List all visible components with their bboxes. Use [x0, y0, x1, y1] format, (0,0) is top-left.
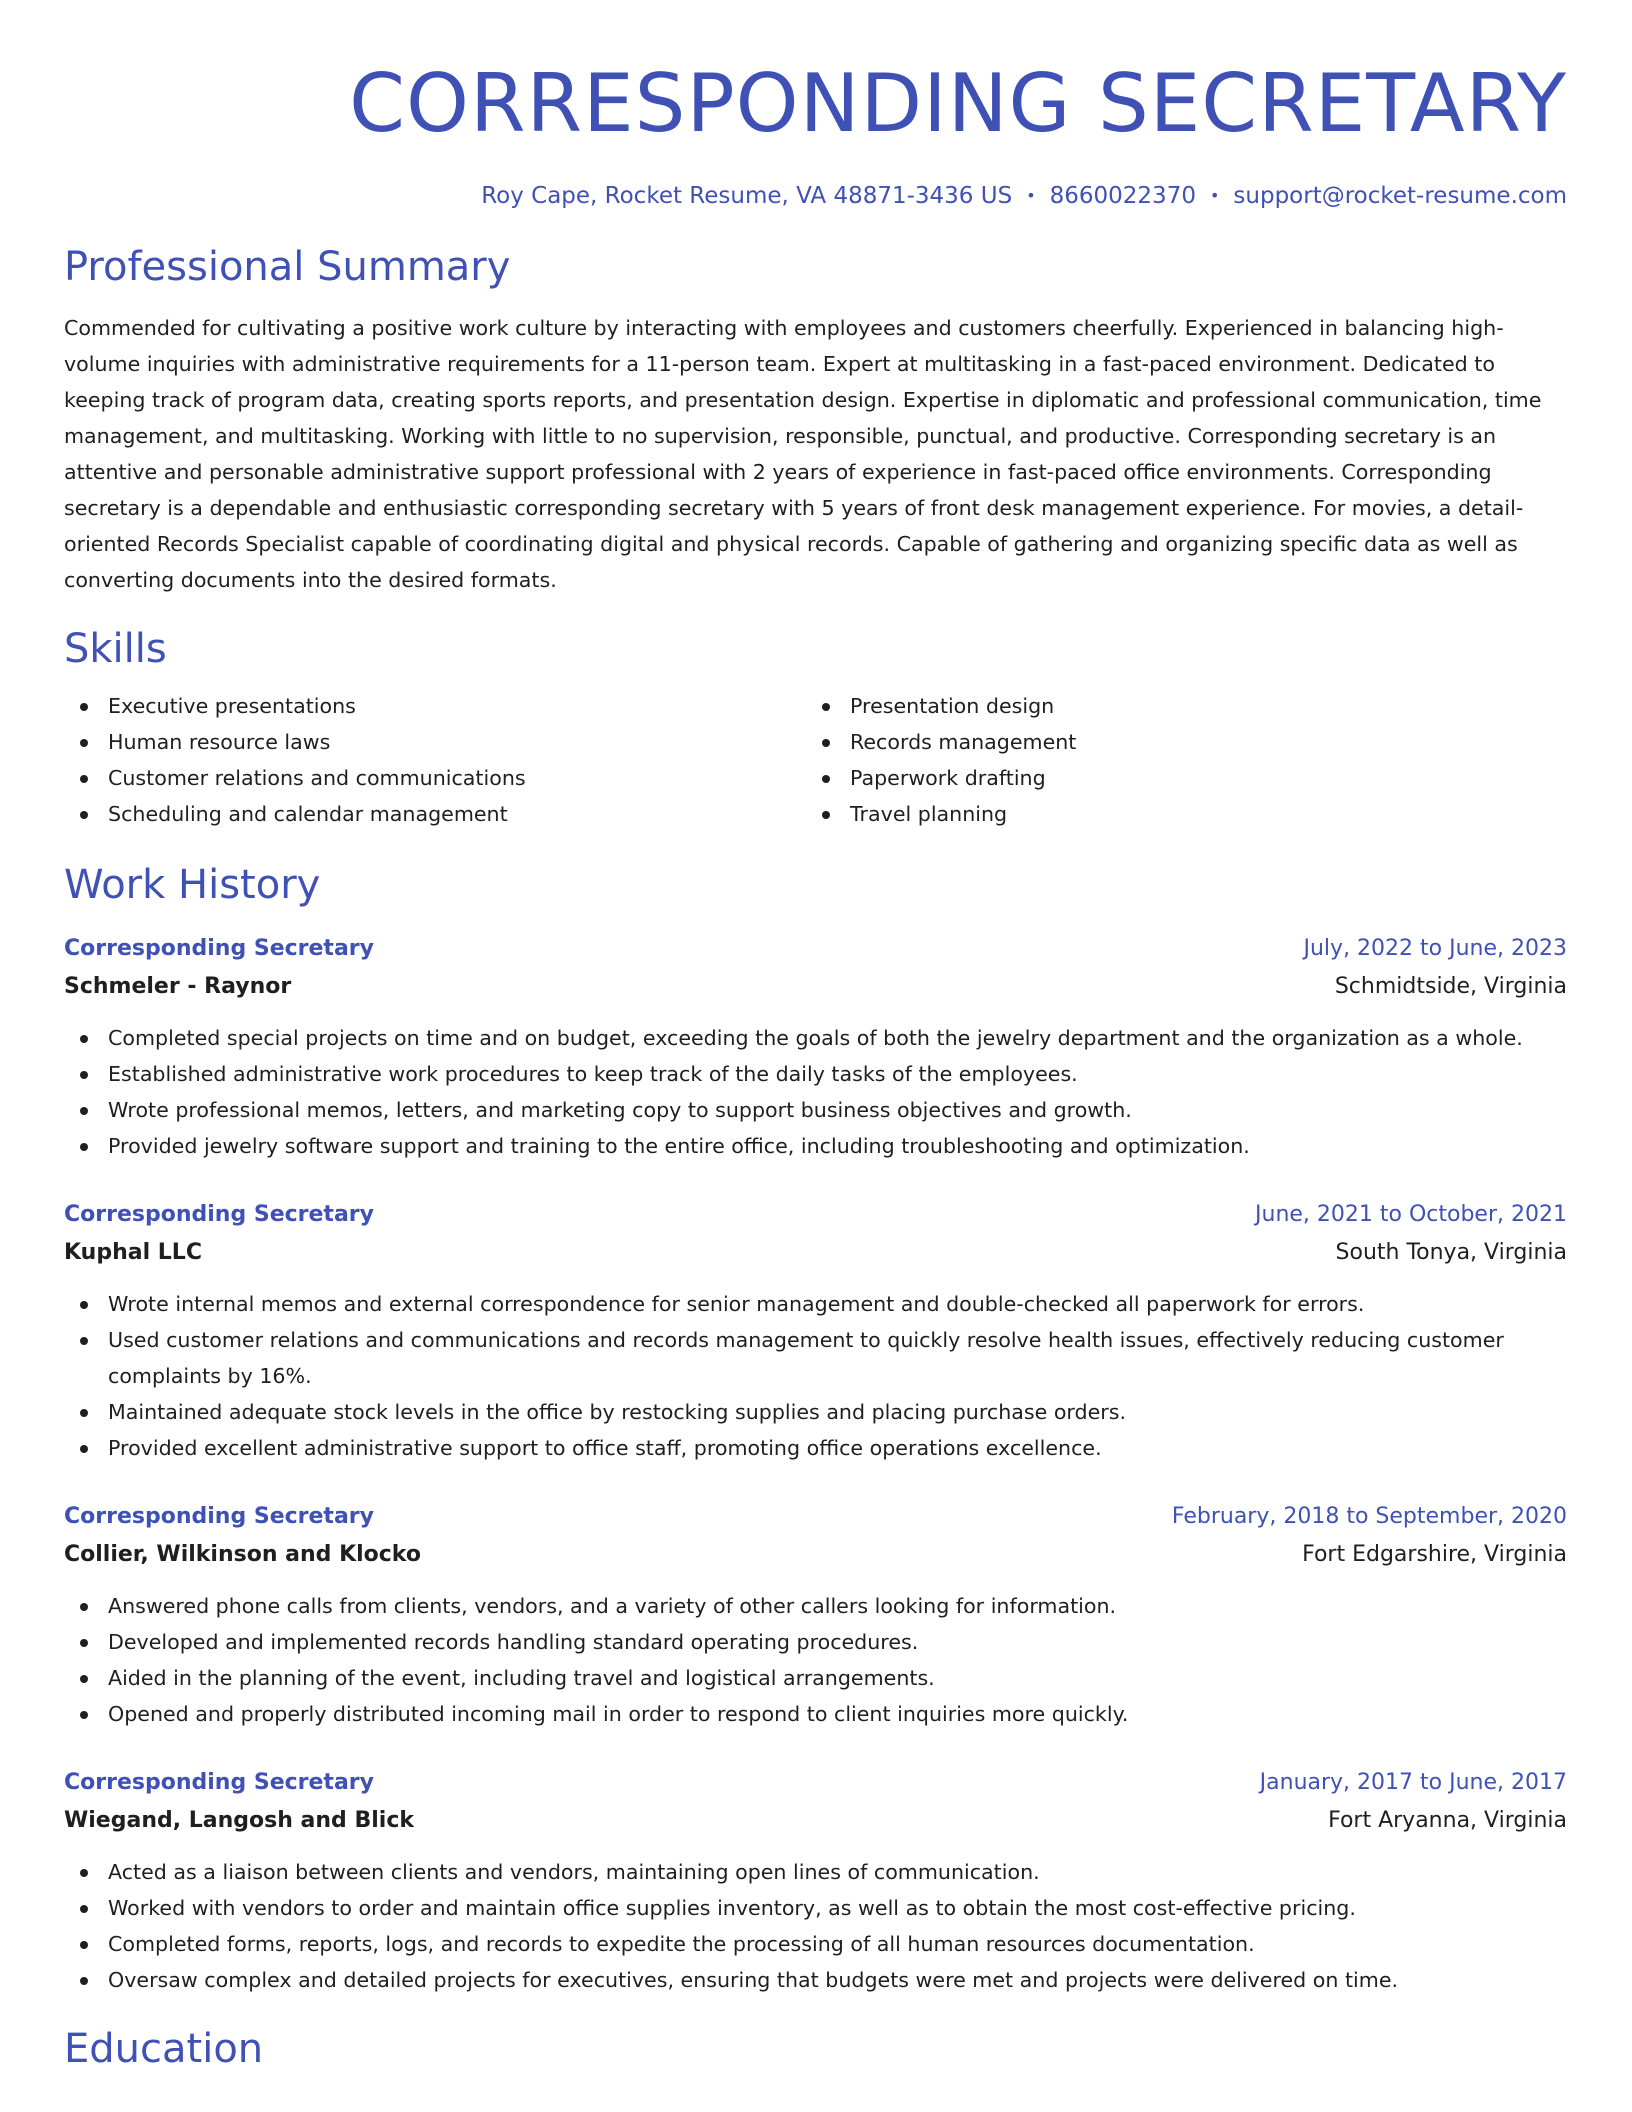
skill-item: Records management [806, 724, 1548, 760]
job-bullets [64, 1286, 1567, 1466]
job-title: Corresponding Secretary [64, 1770, 374, 1795]
job-bullets [64, 1020, 1567, 1164]
job-bullet: Wrote internal memos and external correspondence for senior management and double-checked all paperwork for errors. [64, 1286, 1567, 1322]
work-history-heading: Work History [64, 862, 321, 908]
summary-heading: Professional Summary [64, 244, 511, 290]
job-location: Fort Edgarshire, Virginia [1302, 1542, 1567, 1567]
skills-column-right [806, 688, 1548, 832]
job-company: Schmeler - Raynor [64, 974, 292, 999]
job-entry [64, 930, 1567, 1164]
contact-email: support@rocket-resume.com [1233, 183, 1567, 209]
education-heading: Education [64, 2026, 264, 2072]
contact-line [64, 180, 1567, 212]
job-dates: February, 2018 to September, 2020 [1171, 1504, 1567, 1529]
job-bullet: Used customer relations and communications and records management to quickly resolve health issues, effectively reducing customer complaints by 16%. [64, 1322, 1567, 1394]
job-entry [64, 1764, 1567, 1998]
job-company: Wiegand, Langosh and Blick [64, 1808, 414, 1833]
job-bullet: Provided jewelry software support and training to the entire office, including troubleshooting and optimization. [64, 1128, 1567, 1164]
job-bullet: Developed and implemented records handling standard operating procedures. [64, 1624, 1567, 1660]
contact-separator: • [1209, 186, 1220, 205]
job-bullet: Oversaw complex and detailed projects for executives, ensuring that budgets were met and projects were delivered on time. [64, 1962, 1567, 1998]
job-bullet: Provided excellent administrative support to office staff, promoting office operations excellence. [64, 1430, 1567, 1466]
job-title: Corresponding Secretary [64, 936, 374, 961]
skill-item: Executive presentations [64, 688, 806, 724]
job-dates: June, 2021 to October, 2021 [1255, 1202, 1567, 1227]
skill-item: Paperwork drafting [806, 760, 1548, 796]
job-bullet: Answered phone calls from clients, vendors, and a variety of other callers looking for information. [64, 1588, 1567, 1624]
job-bullets [64, 1588, 1567, 1732]
summary-text: Commended for cultivating a positive work culture by interacting with employees and customers cheerfully. Experienced in balancing high-volume inquiries with administrative requirements for a 11-person team. Expert at multitasking in a fast-paced environment. Dedicated to keeping track of program data, creating sports reports, and presentation design. Expertise in diplomatic and professional communication, time management, and multitasking. Working with little to no supervision, responsible, punctual, and productive. Corresponding secretary is an attentive and personable administrative support professional with 2 years of experience in fast-paced office environments. Corresponding secretary is a dependable and enthusiastic corresponding secretary with 5 years of front desk management experience. For movies, a detail-oriented Records Specialist capable of coordinating digital and physical records. Capable of gathering and organizing specific data as well as converting documents into the desired formats. [64, 316, 1542, 592]
job-bullet: Acted as a liaison between clients and vendors, maintaining open lines of communication. [64, 1854, 1567, 1890]
job-bullet: Established administrative work procedures to keep track of the daily tasks of the employees. [64, 1056, 1567, 1092]
job-title: Corresponding Secretary [64, 1504, 374, 1529]
job-bullet: Opened and properly distributed incoming mail in order to respond to client inquiries more quickly. [64, 1696, 1567, 1732]
resume-title: CORRESPONDING SECRETARY [349, 57, 1567, 150]
contact-phone: 8660022370 [1049, 183, 1196, 209]
job-bullet: Wrote professional memos, letters, and marketing copy to support business objectives and growth. [64, 1092, 1567, 1128]
job-entry [64, 1196, 1567, 1466]
job-bullet: Maintained adequate stock levels in the office by restocking supplies and placing purchase orders. [64, 1394, 1567, 1430]
job-dates: January, 2017 to June, 2017 [1259, 1770, 1567, 1795]
job-bullet: Worked with vendors to order and maintain office supplies inventory, as well as to obtain the most cost-effective pricing. [64, 1890, 1567, 1926]
job-bullets [64, 1854, 1567, 1998]
job-company: Kuphal LLC [64, 1240, 202, 1265]
skill-item: Presentation design [806, 688, 1548, 724]
job-company: Collier, Wilkinson and Klocko [64, 1542, 421, 1567]
skills-list [64, 688, 1567, 832]
skill-item: Scheduling and calendar management [64, 796, 806, 832]
skill-item: Human resource laws [64, 724, 806, 760]
job-bullet: Aided in the planning of the event, including travel and logistical arrangements. [64, 1660, 1567, 1696]
skill-item: Travel planning [806, 796, 1548, 832]
job-title: Corresponding Secretary [64, 1202, 374, 1227]
job-dates: July, 2022 to June, 2023 [1303, 936, 1567, 961]
job-location: Schmidtside, Virginia [1334, 974, 1567, 999]
resume-page [64, 0, 1567, 2074]
job-location: South Tonya, Virginia [1335, 1240, 1567, 1265]
skill-item: Customer relations and communications [64, 760, 806, 796]
skills-heading: Skills [64, 626, 167, 672]
job-bullet: Completed special projects on time and on budget, exceeding the goals of both the jewelry department and the organization as a whole. [64, 1020, 1567, 1056]
contact-address: Roy Cape, Rocket Resume, VA 48871-3436 US [481, 183, 1013, 209]
contact-separator: • [1026, 186, 1036, 205]
job-entry [64, 1498, 1567, 1732]
job-location: Fort Aryanna, Virginia [1328, 1808, 1567, 1833]
job-bullet: Completed forms, reports, logs, and records to expedite the processing of all human resources documentation. [64, 1926, 1567, 1962]
skills-column-left [64, 688, 806, 832]
